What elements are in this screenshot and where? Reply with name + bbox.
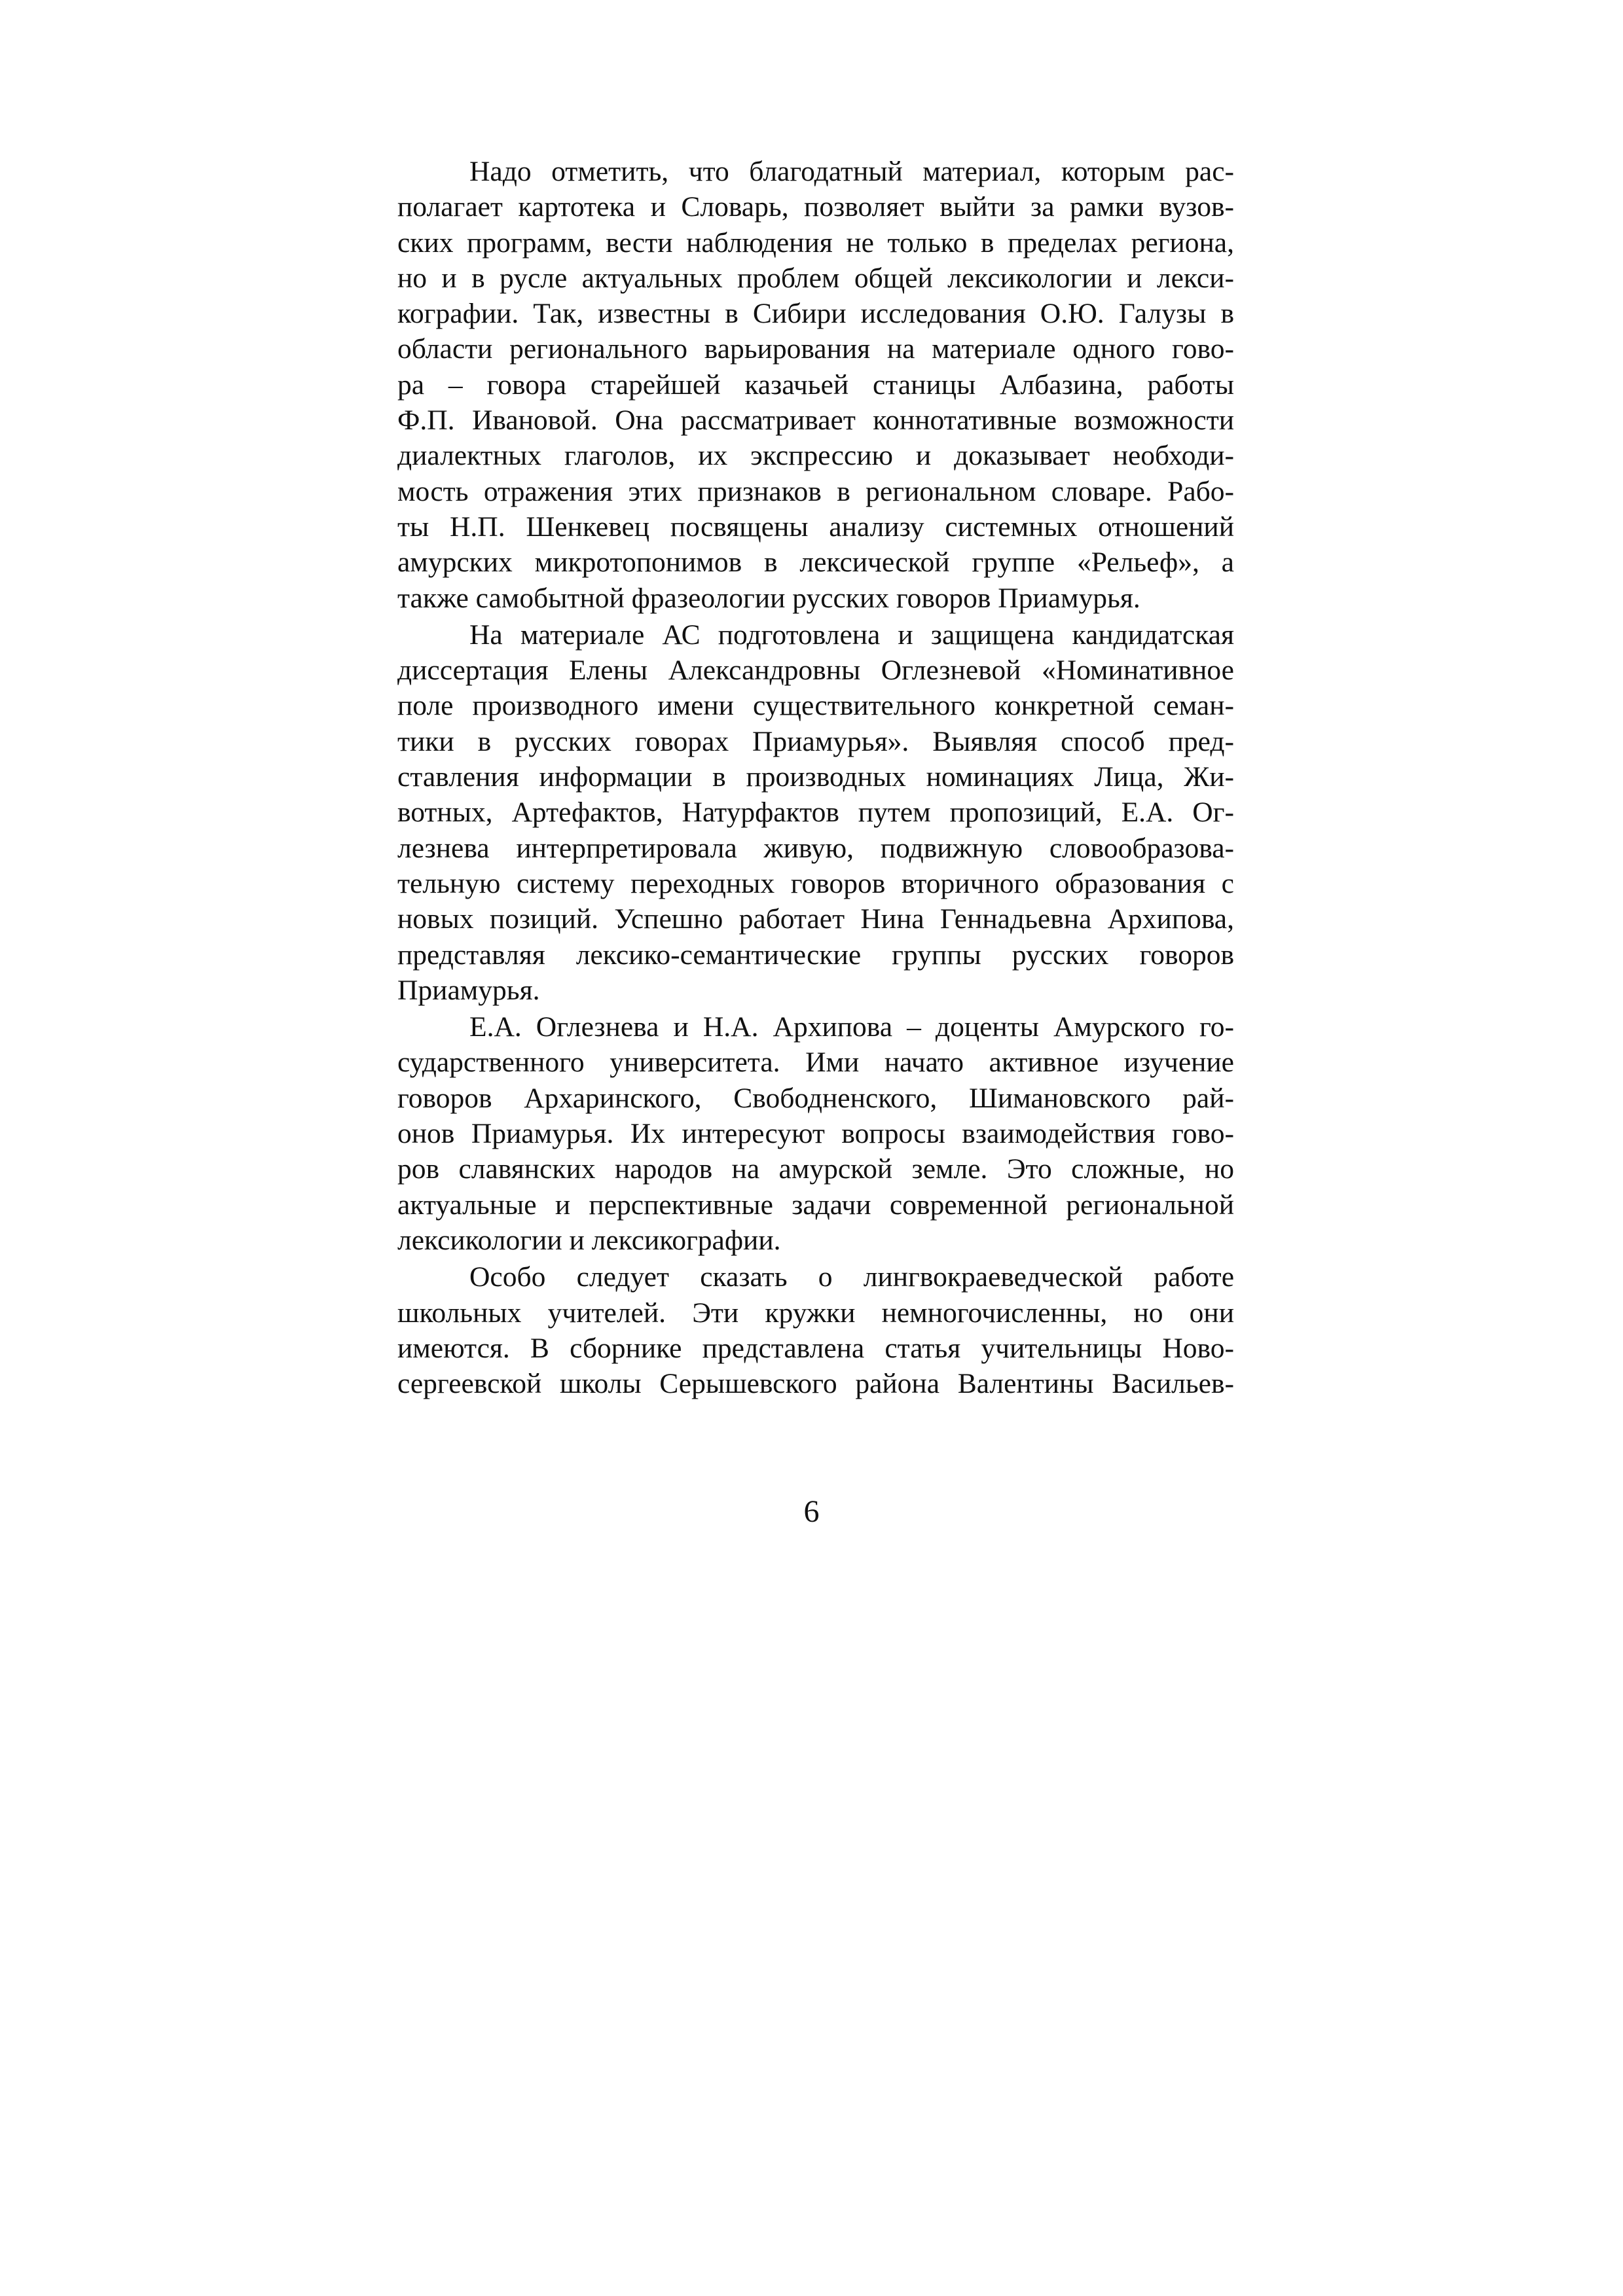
text-line: но и в русле актуальных проблем общей лексикологии и лекси-	[397, 262, 1234, 294]
text-line: ров славянских народов на амурской земле. Это сложные, но	[397, 1153, 1234, 1185]
text-line: имеются. В сборнике представлена статья учительницы Ново-	[397, 1332, 1234, 1364]
text-line: Приамурья.	[397, 974, 540, 1006]
text-line: онов Приамурья. Их интересуют вопросы взаимодействия гово-	[397, 1118, 1234, 1150]
text-line: Ф.П. Ивановой. Она рассматривает коннотативные возможности	[397, 404, 1234, 437]
page-number: 6	[803, 1494, 820, 1529]
text-line: На материале АС подготовлена и защищена кандидатская	[469, 619, 1234, 651]
paragraph-2	[397, 617, 1234, 1008]
text-line: Е.А. Оглезнева и Н.А. Архипова – доценты Амурского го-	[469, 1011, 1234, 1043]
text-line: также самобытной фразеологии русских говоров Приамурья.	[397, 582, 1140, 614]
text-line: ставления информации в производных номинациях Лица, Жи-	[397, 761, 1234, 793]
text-line: полагает картотека и Словарь, позволяет выйти за рамки вузов-	[397, 191, 1234, 223]
text-line: сударственного университета. Ими начато активное изучение	[397, 1047, 1234, 1079]
text-line: актуальные и перспективные задачи современной региональной	[397, 1189, 1234, 1221]
text-line: сергеевской школы Серышевского района Валентины Васильев-	[397, 1368, 1234, 1400]
body-text	[397, 154, 1234, 1403]
text-line: Надо отметить, что благодатный материал, которым рас-	[469, 156, 1234, 187]
text-line: ты Н.П. Шенкевец посвящены анализу системных отношений	[397, 511, 1234, 543]
text-line: новых позиций. Успешно работает Нина Геннадьевна Архипова,	[397, 903, 1234, 935]
text-line: кографии. Так, известны в Сибири исследования О.Ю. Галузы в	[397, 298, 1234, 330]
text-line: диалектных глаголов, их экспрессию и доказывает необходи-	[397, 440, 1234, 472]
paragraph-3	[397, 1009, 1234, 1258]
text-line: вотных, Артефактов, Натурфактов путем пропозиций, Е.А. Ог-	[397, 797, 1234, 829]
text-line: амурских микротопонимов в лексической группе «Рельеф», а	[397, 547, 1234, 579]
text-line: говоров Архаринского, Свободненского, Шимановского рай-	[397, 1082, 1234, 1114]
text-line: ра – говора старейшей казачьей станицы Албазина, работы	[397, 368, 1234, 401]
text-line: поле производного имени существительного конкретной семан-	[397, 690, 1234, 722]
text-line: ских программ, вести наблюдения не только в пределах региона,	[397, 226, 1234, 259]
text-line: мость отражения этих признаков в региональном словаре. Рабо-	[397, 475, 1234, 507]
paragraph-4	[397, 1259, 1234, 1401]
text-line: школьных учителей. Эти кружки немногочисленны, но они	[397, 1297, 1234, 1329]
text-line: представляя лексико-семантические группы русских говоров	[397, 939, 1234, 971]
text-line: лексикологии и лексикографии.	[397, 1224, 781, 1256]
text-line: Особо следует сказать о лингвокраеведческой работе	[469, 1261, 1234, 1293]
text-line: диссертация Елены Александровны Оглезневой «Номинативное	[397, 655, 1234, 687]
text-line: тельную систему переходных говоров вторичного образования с	[397, 867, 1234, 899]
paragraph-1	[397, 154, 1234, 616]
text-line: лезнева интерпретировала живую, подвижную словообразова-	[397, 832, 1234, 864]
text-line: тики в русских говорах Приамурья». Выявляя способ пред-	[397, 725, 1234, 757]
text-line: области регионального варьирования на материале одного гово-	[397, 333, 1234, 365]
